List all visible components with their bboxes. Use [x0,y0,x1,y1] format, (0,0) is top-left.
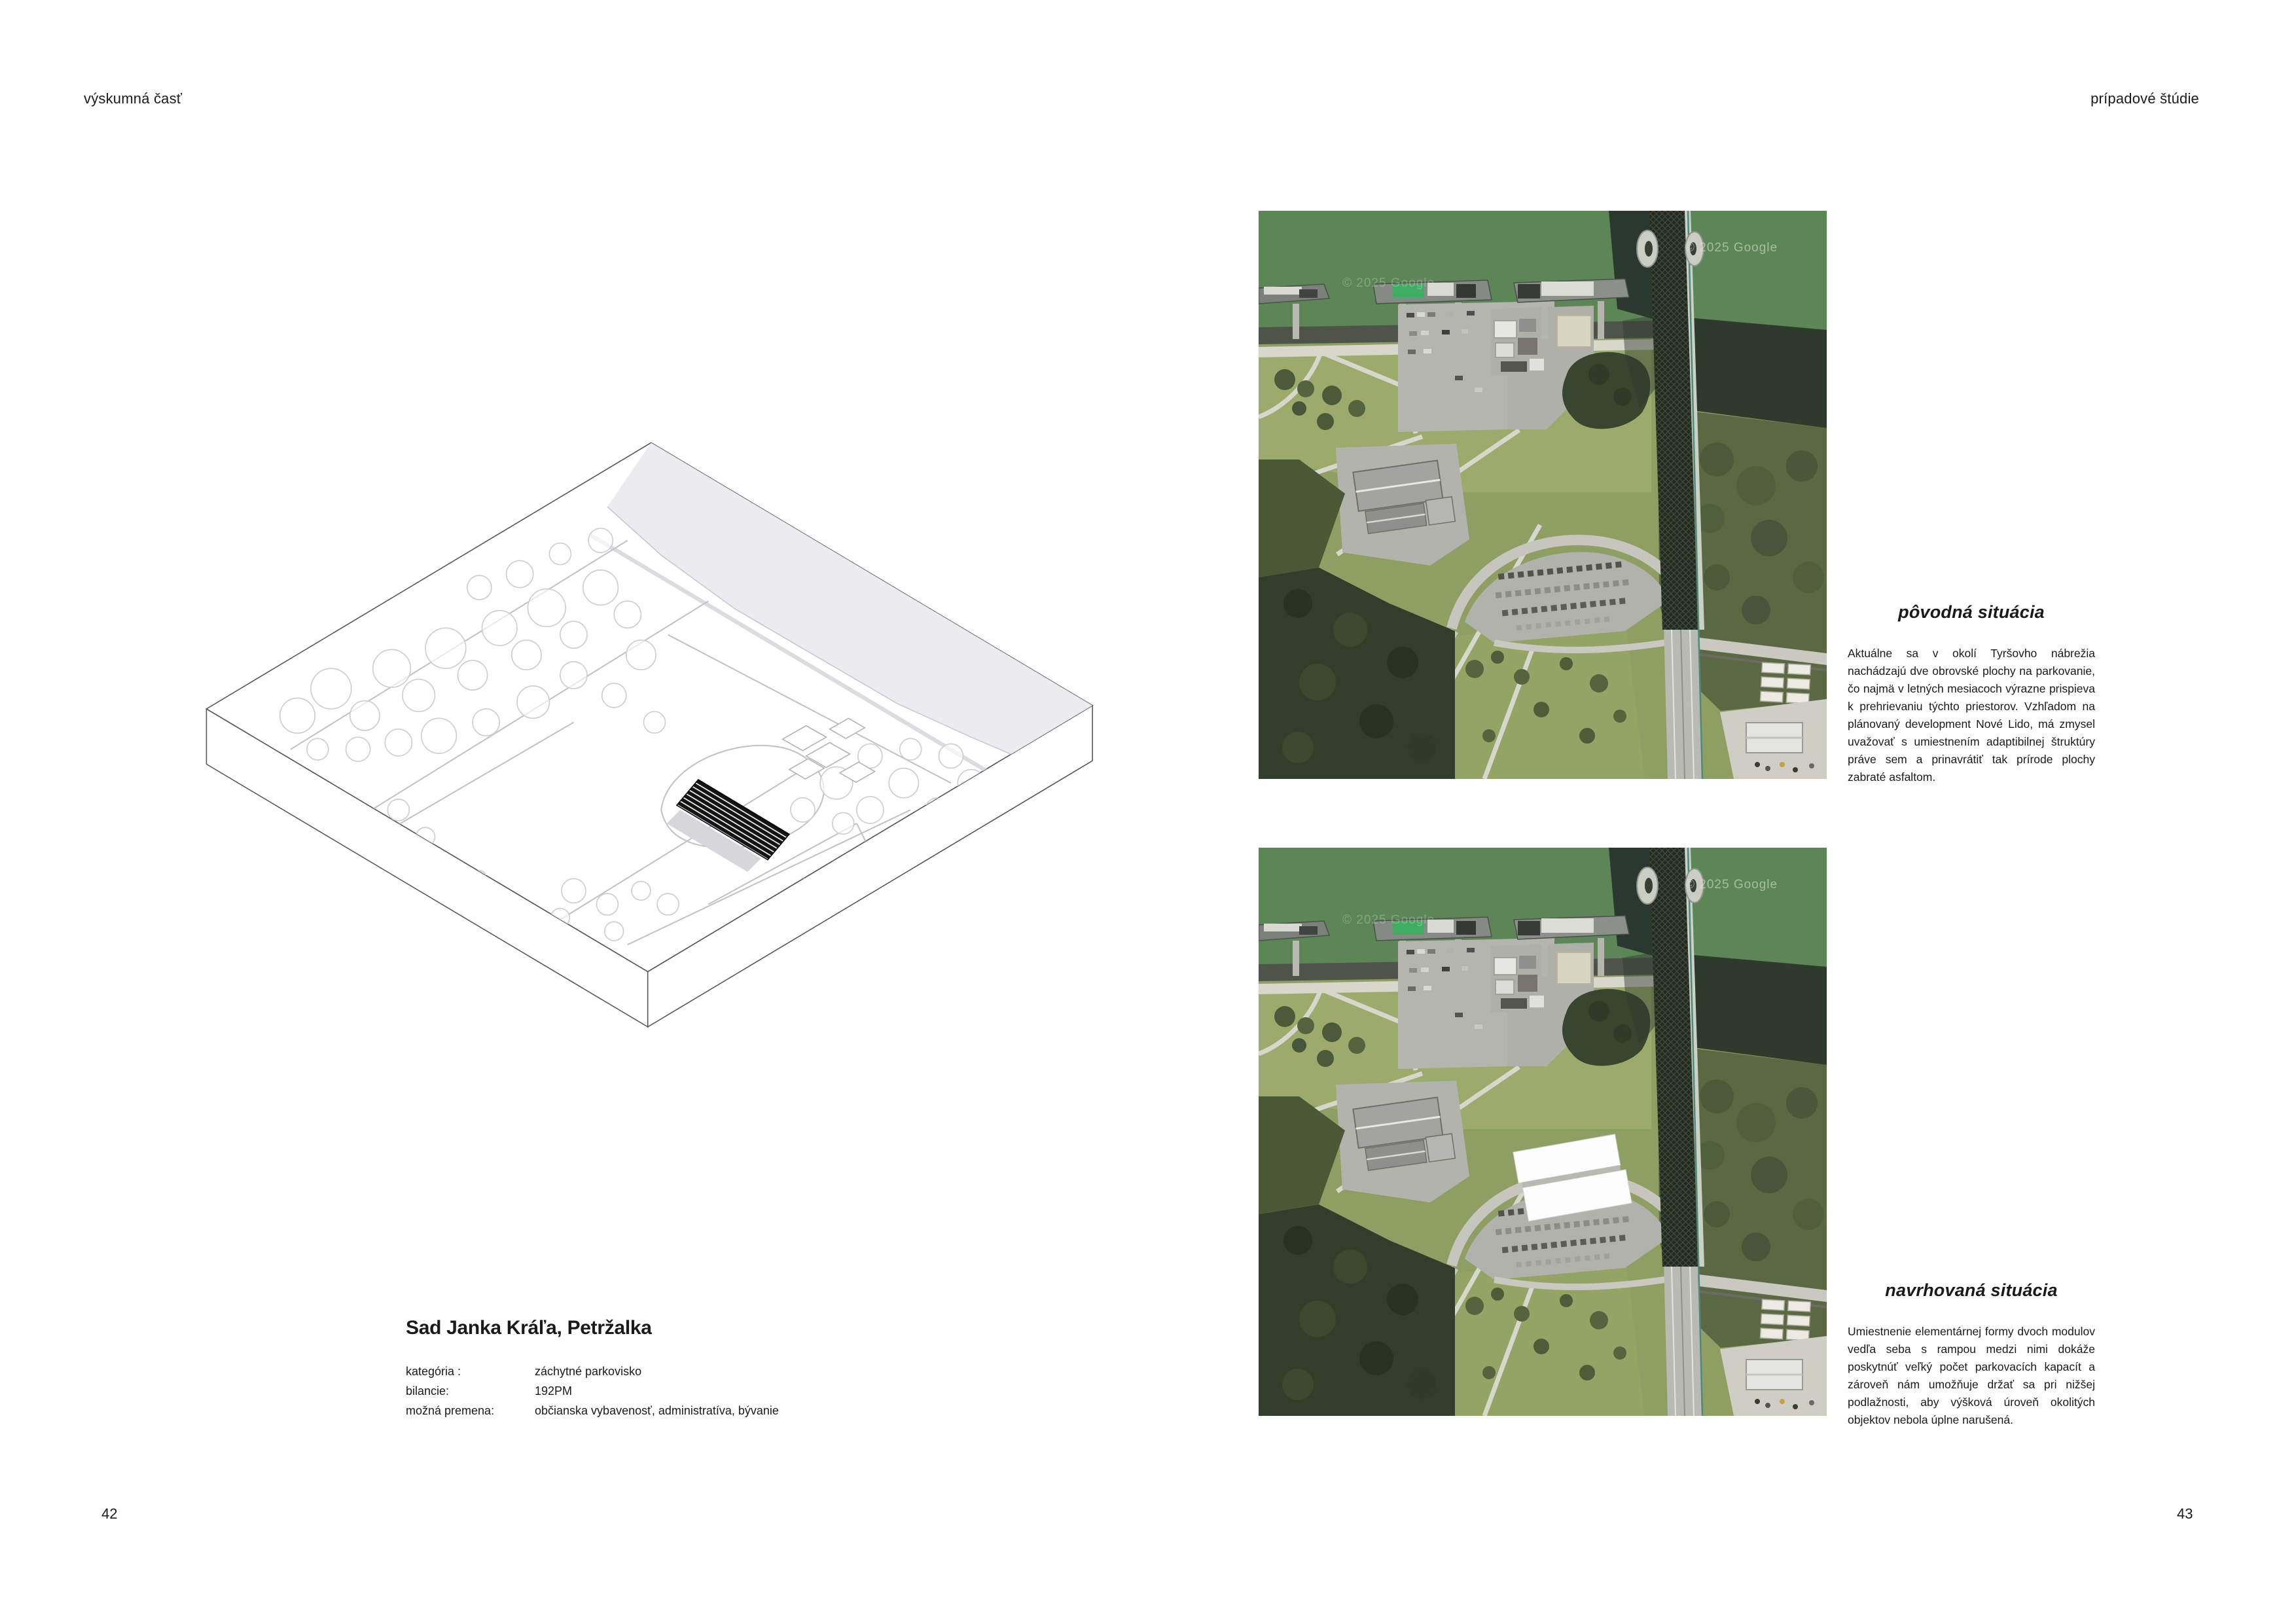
page-number-left: 42 [101,1506,118,1522]
caption-body: Umiestnenie elementárnej formy dvoch modulov vedľa seba s rampou medzi nimi dokáže poskytnúť veľký počet parkovacích kapacít a zároveň nám umožňuje držať sa pri nižšej podlažnosti, aby výšková úroveň okolitých objektov nebola úplne narušená. [1848,1325,2095,1426]
map-attribution-watermark: © 2025 Google [1342,276,1435,290]
meta-label: kategória : [406,1365,461,1378]
aerial-photo-proposed [1259,848,1827,1416]
meta-label: možná premena: [406,1404,495,1417]
axonometric-site-drawing [196,432,1113,1080]
caption-heading: navrhovaná situácia [1885,1280,2058,1300]
satellite-image-icon [1259,848,1827,1416]
map-attribution-watermark: © 2025 Google [1685,878,1778,892]
meta-label: bilancie: [406,1384,450,1398]
meta-row-balance [406,1381,877,1401]
caption-body: Aktuálne sa v okolí Tyršovho nábrežia nachádzajú dve obrovské plochy na parkovanie, čo najmä v letných mesiacoch výrazne prispieva k prehrievaniu týchto priestorov. Vzhľadom na plánovaný development Nové Lido, má zmysel uvažovať s umiestnením adaptibilnej štruktúry práve sem a prinavrátiť tak prírode plochy zabraté asfaltom. [1848,647,2095,784]
satellite-image-icon [1259,211,1827,779]
project-title: Sad Janka Kráľa, Petržalka [406,1317,652,1339]
meta-row-transformation [406,1401,877,1420]
caption-heading: pôvodná situácia [1898,602,2045,622]
caption-original-situation [1848,602,2095,786]
map-attribution-watermark: © 2025 Google [1342,913,1435,927]
running-head-right: prípadové štúdie [2090,90,2199,107]
project-title-block [406,1317,877,1420]
meta-value: občianska vybavenosť, administratíva, bývanie [535,1404,779,1417]
running-head-left: výskumná časť [84,90,183,107]
meta-value: záchytné parkovisko [535,1365,642,1378]
aerial-photo-original [1259,211,1827,779]
meta-value: 192PM [535,1384,573,1398]
page-number-right: 43 [2177,1506,2193,1522]
caption-proposed-situation [1848,1280,2095,1429]
axonometric-drawing-icon [196,432,1113,1080]
map-attribution-watermark: © 2025 Google [1685,241,1778,255]
meta-row-category [406,1362,877,1381]
